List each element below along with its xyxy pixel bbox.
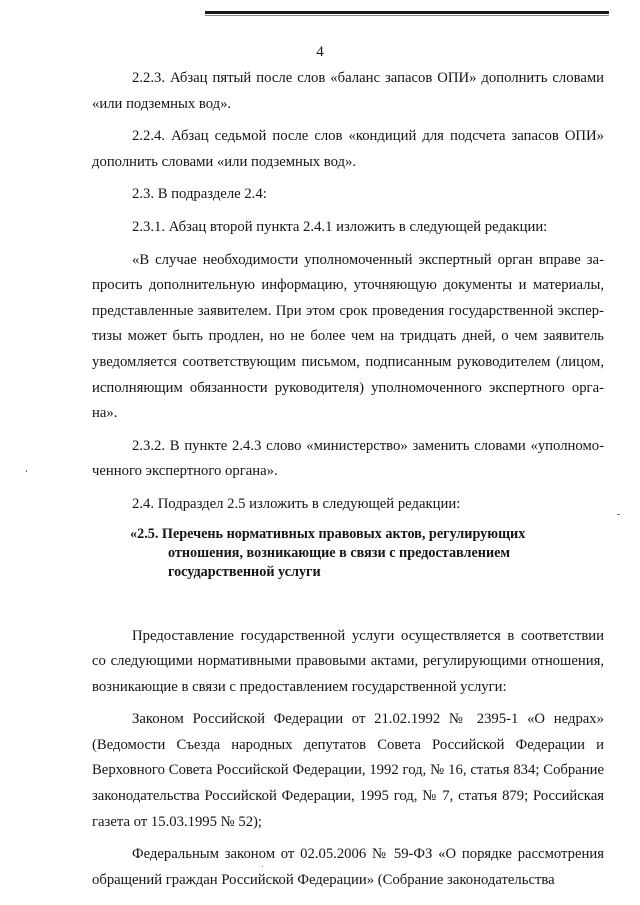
top-scan-rule-shadow bbox=[205, 15, 609, 16]
paragraph-2-2-4: 2.2.4. Абзац седьмой после слов «кондиций для подсчета запасов ОПИ» дополнить словами «или подземных вод». bbox=[92, 128, 604, 170]
paragraph-2-3: 2.3. В подразделе 2.4: bbox=[132, 186, 267, 203]
page-number: 4 bbox=[316, 44, 324, 60]
paragraph-law-59fz: Федеральным законом от 02.05.2006 № 59-ФЗ «О порядке рассмотрения обращений граждан Российской Федерации» (Собрание законодательства bbox=[92, 846, 604, 888]
top-scan-rule bbox=[205, 11, 609, 14]
heading-line-2: отношения, возникающие в связи с предоставлением bbox=[168, 544, 511, 561]
paragraph-intro-acts: Предоставление государственной услуги осуществляется в соответствии со следующими нормативными правовыми актами, регулирующими отношения, возникающие в связи с предоставлением государственной услуги: bbox=[92, 627, 604, 695]
heading-line-1: «2.5. Перечень нормативных правовых актов, регулирующих bbox=[130, 525, 526, 542]
heading-line-3: государственной услуги bbox=[168, 563, 321, 580]
scan-speck bbox=[262, 866, 263, 867]
scan-speck bbox=[617, 514, 620, 515]
scan-speck bbox=[26, 470, 27, 472]
paragraph-2-2-3: 2.2.3. Абзац пятый после слов «баланс запасов ОПИ» дополнить словами «или подземных вод». bbox=[92, 70, 604, 112]
document-body bbox=[92, 66, 604, 900]
paragraph-2-4: 2.4. Подраздел 2.5 изложить в следующей редакции: bbox=[132, 495, 461, 512]
paragraph-2-3-2: 2.3.2. В пункте 2.4.3 слово «министерство» заменить словами «уполномоченного экспертного органа». bbox=[92, 437, 604, 480]
paragraph-quoted-text: «В случае необходимости уполномоченный экспертный орган вправе запросить дополнительную информацию, уточняющую документы и материалы, представленные заявителем. При этом срок проведения государственной экспертизы может быть продлен, но не более чем на тридцать дней, о чем заявитель уведомляется соответствующим письмом, подписанным руководителем (лицом, исполняющим обязанности руководителя) уполномоченного экспертного органа». bbox=[92, 251, 604, 422]
section-heading-2-5 bbox=[92, 525, 604, 582]
paragraph-2-3-1: 2.3.1. Абзац второй пункта 2.4.1 изложить в следующей редакции: bbox=[132, 218, 548, 235]
paragraph-law-nedra: Законом Российской Федерации от 21.02.1992 № 2395-1 «О недрах» (Ведомости Съезда народных депутатов Совета Российской Федерации и Верховного Совета Российской Федерации, 1992 год, № 16, статья 834; Собрание законодательства Российской Федерации, 1995 год, № 7, статья 879; Российская газета от 15.03.1995 № 52); bbox=[92, 711, 604, 830]
